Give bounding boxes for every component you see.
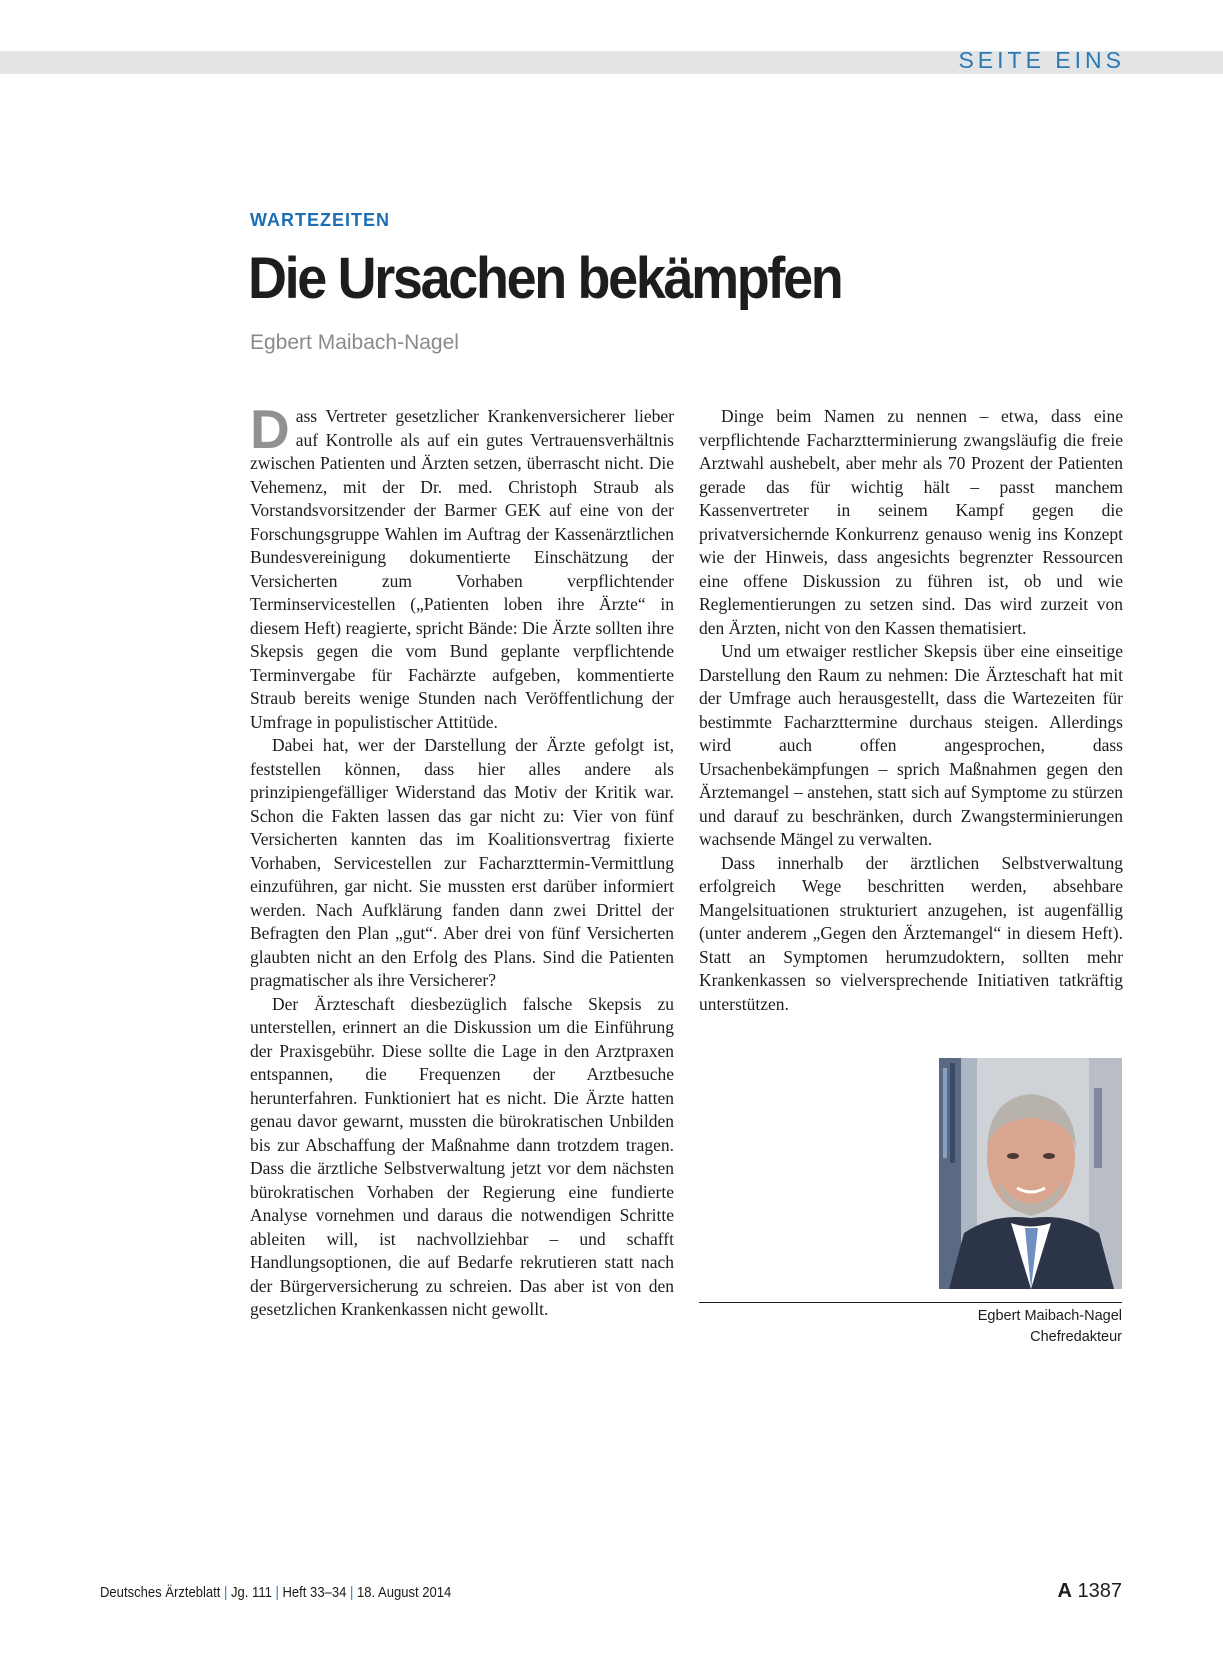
caption-role: Chefredakteur	[1030, 1329, 1122, 1345]
text-column-right	[699, 405, 1123, 1016]
paragraph: Dass Vertreter gesetzlicher Krankenversicherer lieber auf Kontrolle als auf ein gutes Vertrauensverhältnis zwischen Patienten und Ärzten setzen, überrascht nicht. Die Vehemenz, mit der Dr. med. Christoph Straub als Vorstandsvorsitzender der Barmer GEK auf eine von der Forschungsgruppe Wahlen im Auftrag der Kassenärztlichen Bundesvereinigung dokumentierte Einschätzung der Versicherten zum Vorhaben verpflichtender Terminservicestellen („Patienten loben ihre Ärzte“ in diesem Heft) reagierte, spricht Bände: Die Ärzte sollten ihre Skepsis gegen die vom Bund geplante verpflichtende Terminvergabe für Fachärzte aufgeben, kommentierte Straub bereits wenige Stunden nach Veröffentlichung der Umfrage in populistischer Attitüde.	[250, 398, 674, 732]
footer-citation	[100, 1585, 451, 1601]
page-number-value: 1387	[1077, 1580, 1122, 1602]
caption-rule	[699, 1302, 1122, 1303]
paragraph: Dass innerhalb der ärztlichen Selbstverwaltung erfolgreich Wege beschritten werden, absehbare Mangelsituationen strukturiert anzugehen, ist augenfällig (unter anderem „Gegen den Ärztemangel“ in diesem Heft). Statt an Symptomen herumzudoktern, sollten mehr Krankenkassen so vielversprechende Initiativen tatkräftig unterstützen.	[699, 852, 1123, 1014]
drop-cap: D	[250, 398, 290, 460]
issue: Heft 33–34	[282, 1585, 347, 1601]
paragraph: Dinge beim Namen zu nennen – etwa, dass eine verpflichtende Facharztterminierung zwangsläufig die freie Arztwahl aushebelt, aber mehr als 70 Prozent der Patienten gerade das für wichtig hält – passt manchem Kassenvertreter in seinem Kampf gegen die privatversichernde Konkurrenz genauso wenig ins Konzept wie der Hinweis, dass angesichts begrenzter Ressourcen eine offene Diskussion zu führen ist, ob und wie Reglementierungen zu setzen sind. Das wird zurzeit von den Ärzten, nicht von den Kassen thematisiert.	[699, 406, 1123, 638]
publication-name: Deutsches Ärzteblatt	[100, 1585, 221, 1601]
article-author: Egbert Maibach-Nagel	[250, 331, 459, 354]
separator: |	[224, 1585, 228, 1601]
page-number	[1057, 1580, 1122, 1603]
article-kicker: WARTEZEITEN	[250, 210, 390, 230]
separator: |	[349, 1585, 354, 1601]
photo-caption	[978, 1306, 1122, 1348]
paragraph: Und um etwaiger restlicher Skepsis über eine einseitige Darstellung den Raum zu nehmen: Die Ärzteschaft hat mit der Umfrage auch herausgestellt, dass die Wartezeiten für bestimmte Facharzttermine durchaus steigen. Allerdings wird auch offen angesprochen, dass Ursachenbekämpfungen – sprich Maßnahmen gegen den Ärztemangel – anstehen, statt sich auf Symptome zu stürzen und darauf zu beschränken, durch Zwangsterminierungen wachsende Mängel zu verwalten.	[699, 641, 1123, 849]
text-column-left	[250, 398, 674, 1322]
paragraph: Der Ärzteschaft diesbezüglich falsche Skepsis zu unterstellen, erinnert an die Diskussion um die Einführung der Praxisgebühr. Diese sollte die Lage in den Arztpraxen entspannen, die Frequenzen der Arztbesuche herunterfahren. Funktioniert hat es nicht. Die Ärzte hatten genau davor gewarnt, mussten die bürokratischen Unbilden bis zur Abschaffung der Maßnahme dann trotzdem tragen. Dass die ärztliche Selbstverwaltung jetzt vor dem nächsten bürokratischen Vorhaben der Regierung eine fundierte Analyse vornehmen und daraus die notwendigen Schritte ableiten will, ist nachvollziehbar – und schafft Handlungsoptionen, die auf Bedarfe rekrutieren statt nach der Bürgerversicherung zu schreien. Das aber ist von den gesetzlichen Krankenkassen nicht gewollt.	[250, 993, 674, 1319]
article-title: Die Ursachen bekämpfen	[248, 246, 842, 311]
page-prefix: A	[1057, 1580, 1072, 1602]
paragraph: Dabei hat, wer der Darstellung der Ärzte gefolgt ist, feststellen können, dass hier alles andere als prinzipiengefälliger Widerstand das Motiv der Kritik war. Schon die Fakten lassen das gar nicht zu: Vier von fünf Versicherten kannten das im Koalitionsvertrag fixierte Vorhaben, Servicestellen zur Facharzttermin-Vermittlung einzuführen, gar nicht. Sie mussten erst darüber informiert werden. Nach Aufklärung fanden dann zwei Drittel der Befragten den Plan „gut“. Aber drei von fünf Versicherten glaubten nicht an den Erfolg des Plans. Sind die Patienten pragmatischer als ihre Versicherer?	[250, 735, 674, 990]
author-photo	[939, 1058, 1122, 1289]
separator: |	[275, 1585, 279, 1601]
volume: Jg. 111	[231, 1585, 272, 1601]
caption-name: Egbert Maibach-Nagel	[977, 1308, 1122, 1324]
section-label: SEITE EINS	[958, 47, 1125, 73]
issue-date: 18. August 2014	[356, 1585, 452, 1601]
